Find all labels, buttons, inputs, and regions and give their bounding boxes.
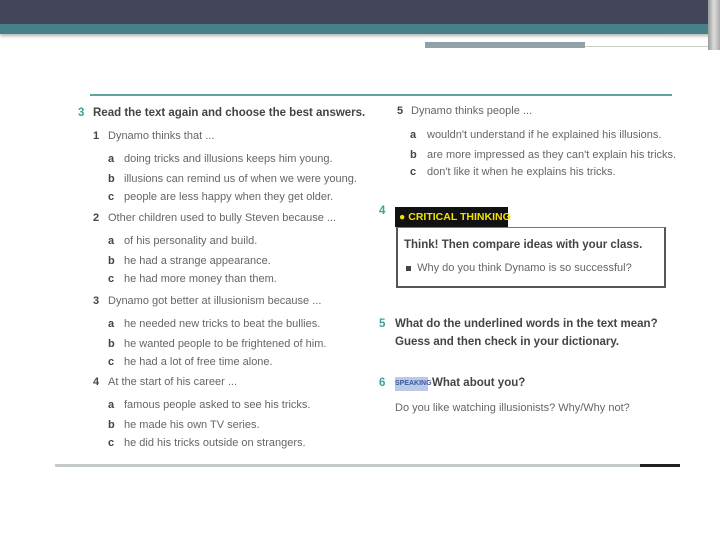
- option-text: wouldn't understand if he explained his illusions.: [427, 129, 662, 141]
- option-text: he made his own TV series.: [124, 419, 260, 431]
- option-letter: a: [108, 399, 115, 411]
- option-letter: c: [108, 437, 115, 449]
- lightbulb-icon: ●: [399, 211, 409, 223]
- option-letter: b: [108, 338, 115, 350]
- decor-line: [585, 46, 710, 50]
- option-text: of his personality and build.: [124, 235, 258, 247]
- exercise-number: 5: [379, 318, 386, 330]
- decor-bar: [425, 42, 585, 48]
- exercise-number: 3: [78, 107, 85, 119]
- critical-thinking-badge: [395, 207, 511, 227]
- option-letter: c: [108, 273, 115, 285]
- exercise-title: Read the text again and choose the best answers.: [93, 107, 366, 119]
- option-letter: b: [108, 173, 115, 185]
- slide-top-bar: [0, 0, 720, 24]
- page-bottom-mark: [640, 464, 680, 467]
- slide-teal-band: [0, 24, 720, 34]
- bullet-icon: [406, 266, 411, 271]
- option-letter: b: [108, 419, 115, 431]
- bullet-text: Why do you think Dynamo is so successful?: [417, 262, 632, 274]
- option-letter: c: [108, 191, 115, 203]
- question-number: 2: [93, 212, 100, 224]
- question-text: Other children used to bully Steven because ...: [108, 212, 337, 224]
- exercise-5-line2: Guess and then check in your dictionary.: [395, 336, 620, 348]
- option-letter: a: [410, 129, 417, 141]
- page-top-rule: [90, 94, 672, 96]
- exercise-6-title: What about you?: [432, 377, 526, 389]
- question-number: 5: [397, 105, 404, 117]
- option-text: he had more money than them.: [124, 273, 277, 285]
- option-text: illusions can remind us of when we were young.: [124, 173, 357, 185]
- question-number: 1: [93, 130, 100, 142]
- option-text: doing tricks and illusions keeps him young.: [124, 153, 333, 165]
- option-text: he had a strange appearance.: [124, 255, 271, 267]
- question-text: Dynamo thinks that ...: [108, 130, 215, 142]
- question-number: 3: [93, 295, 100, 307]
- speaking-badge: SPEAKING: [395, 377, 428, 391]
- critical-thinking-box: [396, 227, 666, 288]
- question-text: Dynamo got better at illusionism because ...: [108, 295, 322, 307]
- exercise-5-line1: What do the underlined words in the text mean?: [395, 318, 658, 330]
- exercise-number: 6: [379, 377, 386, 389]
- option-text: he needed new tricks to beat the bullies.: [124, 318, 321, 330]
- option-text: he wanted people to be frightened of him.: [124, 338, 327, 350]
- option-text: he did his tricks outside on strangers.: [124, 437, 306, 449]
- exercise-number: 4: [379, 205, 386, 217]
- box-heading: Think! Then compare ideas with your class.: [404, 239, 643, 251]
- option-letter: c: [410, 166, 417, 178]
- option-text: famous people asked to see his tricks.: [124, 399, 311, 411]
- option-letter: b: [410, 149, 417, 161]
- option-text: are more impressed as they can't explain his tricks.: [427, 149, 677, 161]
- question-number: 4: [93, 376, 100, 388]
- decor-edge: [708, 0, 720, 50]
- exercise-6-text: Do you like watching illusionists? Why/Why not?: [395, 402, 630, 414]
- option-letter: a: [108, 235, 115, 247]
- box-bullet-item: [406, 262, 632, 274]
- option-letter: c: [108, 356, 115, 368]
- question-text: At the start of his career ...: [108, 376, 237, 388]
- option-letter: b: [108, 255, 115, 267]
- question-text: Dynamo thinks people ...: [411, 105, 533, 117]
- page-bottom-rule: [55, 464, 680, 467]
- option-letter: a: [108, 153, 115, 165]
- option-text: don't like it when he explains his tricks.: [427, 166, 616, 178]
- option-text: people are less happy when they get older.: [124, 191, 334, 203]
- option-letter: a: [108, 318, 115, 330]
- option-text: he had a lot of free time alone.: [124, 356, 273, 368]
- badge-label: CRITICAL THINKING: [408, 211, 511, 223]
